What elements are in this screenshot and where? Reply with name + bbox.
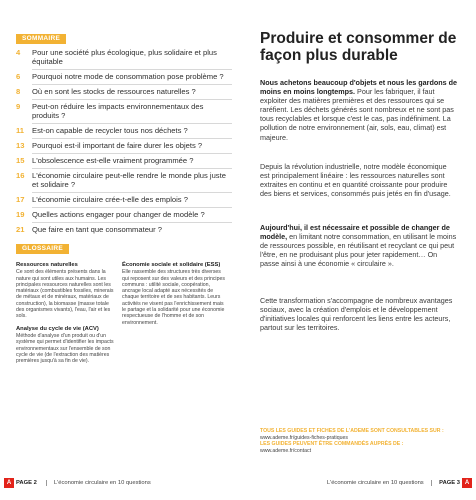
- summary-tag: SOMMAIRE: [16, 34, 66, 44]
- right-page: [238, 0, 476, 500]
- paragraph-lead: Aujourd'hui, il est nécessaire et possible de changer de modèle,: [260, 223, 450, 242]
- footer-right: [327, 480, 460, 486]
- divider: [32, 168, 232, 169]
- divider: [32, 222, 232, 223]
- summary-item-text: Pourquoi est-il important de faire durer les objets ?: [32, 141, 203, 150]
- summary-page-number: 16: [16, 171, 25, 180]
- glossary-column-2: [122, 262, 226, 332]
- ademe-logo: A: [4, 478, 14, 488]
- page-title: Produire et consommer de façon plus durable: [260, 30, 457, 64]
- summary-page-number: 13: [16, 141, 25, 150]
- paragraph-lead: Nous achetons beaucoup d'objets et nous les gardons de moins en moins longtemps.: [260, 78, 457, 97]
- footer-left: [16, 480, 151, 486]
- glossary-tag: GLOSSAIRE: [16, 244, 69, 254]
- glossary-definition: Méthode d'analyse d'un produit ou d'un système qui permet d'identifier les impacts environnementaux sur l'ensemble de son cycle de vie (de l'extraction des matières premières jusqu'à sa fin de vie).: [16, 332, 114, 365]
- page-number: PAGE 2: [16, 480, 37, 486]
- paragraph-text: en limitant notre consommation, en utilisant le moins de ressources possible, en réutilisant et recyclant ce qui peut l'être, en ne produisant plus pour jeter rapidement… On passe ainsi à une économie « circulaire ».: [260, 232, 457, 269]
- summary-item-text: L'obsolescence est-elle vraiment programmée ?: [32, 156, 194, 165]
- divider: [32, 84, 232, 85]
- summary-page-number: 4: [16, 48, 21, 57]
- summary-item-text: L'économie circulaire crée-t-elle des emplois ?: [32, 195, 188, 204]
- summary-page-number: 8: [16, 87, 21, 96]
- paragraph: Cette transformation s'accompagne de nombreux avantages sociaux, avec la création d'emplois et le développement d'initiatives locales qui renforcent les liens entre les acteurs, partout sur les territoires.: [260, 296, 453, 333]
- divider: [32, 69, 232, 70]
- summary-page-number: 21: [16, 225, 25, 234]
- divider: [32, 207, 232, 208]
- glossary-term: Économie sociale et solidaire (ESS): [122, 262, 221, 268]
- links-heading: LES GUIDES PEUVENT ÊTRE COMMANDÉS AUPRÈS DE :: [260, 441, 404, 448]
- summary-item-text: Quelles actions engager pour changer de modèle ?: [32, 210, 205, 219]
- summary-page-number: 19: [16, 210, 25, 219]
- divider: [32, 192, 232, 193]
- summary-item-text: Peut-on réduire les impacts environnementaux des produits ?: [32, 102, 204, 121]
- summary-page-number: 6: [16, 72, 21, 81]
- links-heading: TOUS LES GUIDES ET FICHES DE L'ADEME SONT CONSULTABLES SUR :: [260, 428, 444, 434]
- paragraph: Depuis la révolution industrielle, notre modèle économique est principalement linéaire : les ressources naturelles sont extraites en continu et en quantité croissante pour produire des biens et services, consommés puis jetés en fin d'usage.: [260, 162, 451, 199]
- summary-page-number: 17: [16, 195, 25, 204]
- summary-page-number: 11: [16, 126, 25, 135]
- summary-item-text: Est-on capable de recycler tous nos déchets ?: [32, 126, 188, 135]
- footer-title: L'économie circulaire en 10 questions: [53, 480, 151, 486]
- summary-item-text: Où en sont les stocks de ressources naturelles ?: [32, 87, 196, 96]
- divider: [32, 99, 232, 100]
- glossary-term: Ressources naturelles: [16, 262, 78, 268]
- summary-item-text: Pour une société plus écologique, plus solidaire et plus équitable: [32, 48, 217, 67]
- contact-link[interactable]: www.ademe.fr/contact: [260, 447, 312, 454]
- divider: [32, 138, 232, 139]
- glossary-definition: Elle rassemble des structures très diverses qui reposent sur des valeurs et des principes communs : utilité sociale, coopération, ancrage local adapté aux nécessités de chaque territoire et de ses habitants. Leurs activités ne visent pas l'enrichissement mais le partage et la solidarité pour une économie respectueuse de l'homme et de son environnement.: [122, 269, 225, 326]
- ademe-logo: A: [462, 478, 472, 488]
- summary-item-text: Que faire en tant que consommateur ?: [32, 225, 163, 234]
- guides-link[interactable]: www.ademe.fr/guides-fiches-pratiques: [260, 434, 348, 441]
- summary-item-text: L'économie circulaire peut-elle rendre le monde plus juste et solidaire ?: [32, 171, 226, 190]
- summary-page-number: 15: [16, 156, 25, 165]
- paragraph: [260, 78, 458, 142]
- summary-item-text: Pourquoi notre mode de consommation pose problème ?: [32, 72, 224, 81]
- glossary-column-1: [16, 262, 116, 370]
- links-block: [260, 428, 460, 454]
- paragraph: [260, 223, 458, 268]
- summary-page-number: 9: [16, 102, 21, 111]
- paragraph-text: Pour les fabriquer, il faut exploiter des matières premières et des ressources qui se raréfient. Les déchets générés sont nombreux et ne sont pas tous recyclables et lorsque c'est le cas, pas indéfiniment. La pollution de notre environnement (air, sols, eau, climat) est majeure.: [260, 87, 454, 142]
- divider: [32, 123, 232, 124]
- footer-title: L'économie circulaire en 10 questions: [326, 480, 424, 486]
- page-number: PAGE 3: [439, 480, 460, 486]
- divider: [32, 153, 232, 154]
- glossary-definition: Ce sont des éléments présents dans la nature qui sont utiles aux humains. Les principales ressources naturelles sont les matériaux (combustibles fossiles, minerais de métaux et de minéraux, matériaux de construction), la biomasse (masse totale des organismes vivants), l'eau, l'air et les sols.: [16, 269, 114, 320]
- glossary-term: Analyse du cycle de vie (ACV): [16, 325, 99, 332]
